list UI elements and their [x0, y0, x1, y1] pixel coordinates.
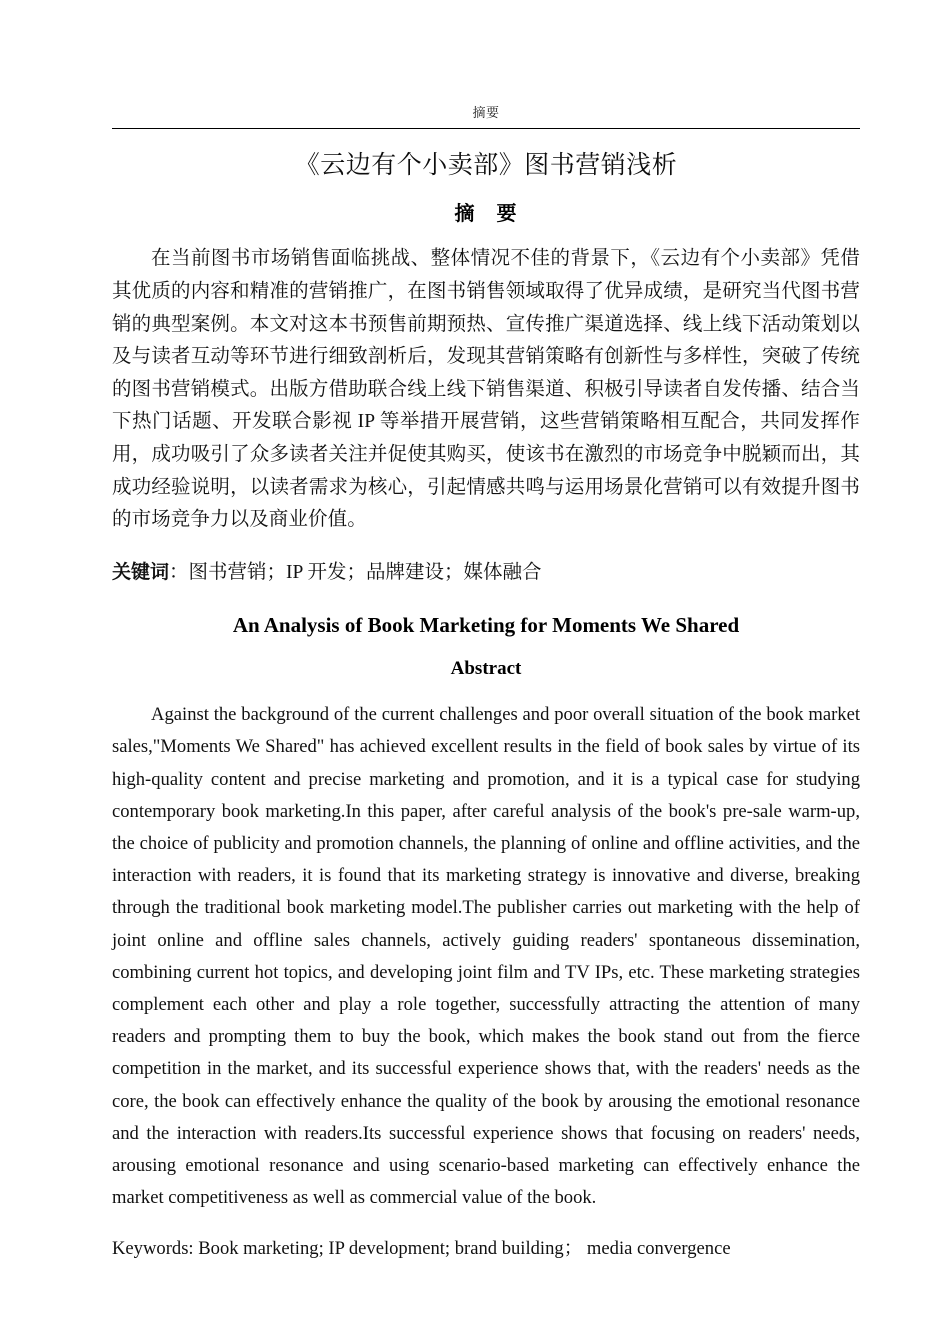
- keywords-value-chinese: 图书营销；IP 开发；品牌建设；媒体融合: [188, 562, 542, 584]
- running-header-zone: [112, 0, 860, 129]
- abstract-heading-chinese: 摘 要: [454, 200, 518, 225]
- keywords-line-chinese: [112, 556, 860, 590]
- running-header-text: 摘要: [472, 105, 500, 120]
- keywords-separator-chinese: ：: [169, 562, 189, 584]
- keywords-line-english: Keywords: Book marketing; IP development; brand building； media convergence: [112, 1237, 731, 1259]
- page-content-column: [112, 0, 860, 1284]
- abstract-body-english: Against the background of the current challenges and poor overall situation of the book market sales,"Moments We Shared" has achieved excellent results in the field of book sales by virtue of its high-quality content and precise marketing and promotion, and it is a typical case for studying contemporary book marketing.In this paper, after careful analysis of the book's pre-sale warm-up, the choice of publicity and promotion channels, the planning of online and offline activities, and the interaction with readers, it is found that its marketing strategy is innovative and diverse, breaking through the traditional book marketing model.The publisher carries out marketing with the help of joint online and offline sales channels, actively guiding readers' spontaneous dissemination, combining current hot topics, and developing joint film and TV IPs, etc. These marketing strategies complement each other and play a role together, successfully attracting the attention of many readers and prompting them to buy the book, which makes the book stand out from the fierce competition in the market, and its successful experience shows that, with the readers' needs as the core, the book can effectively enhance the quality of the book by arousing the emotional resonance and the interaction with readers.Its successful experience shows that focusing on readers' needs, arousing emotional resonance and using scenario-based marketing can effectively enhance the market competitiveness as well as commercial value of the book.: [112, 704, 860, 1209]
- abstract-body-chinese: 在当前图书市场销售面临挑战、整体情况不佳的背景下，《云边有个小卖部》凭借其优质的内容和精准的营销推广，在图书销售领域取得了优异成绩，是研究当代图书营销的典型案例。本文对这本书预售前期预热、宣传推广渠道选择、线上线下活动策划以及与读者互动等环节进行细致剖析后，发现其营销策略有创新性与多样性，突破了传统的图书营销模式。出版方借助联合线上线下销售渠道、积极引导读者自发传播、结合当下热门话题、开发联合影视 IP 等举措开展营销，这些营销策略相互配合，共同发挥作用，成功吸引了众多读者关注并促使其购买，使该书在激烈的市场竞争中脱颖而出，其成功经验说明，以读者需求为核心，引起情感共鸣与运用场景化营销可以有效提升图书的市场竞争力以及商业价值。: [112, 248, 860, 531]
- document-title-english: An Analysis of Book Marketing for Moments We Shared: [232, 613, 740, 638]
- document-title-chinese: 《云边有个小卖部》图书营销浅析: [294, 150, 678, 179]
- abstract-heading-english: Abstract: [450, 658, 522, 680]
- keywords-label-chinese: 关键词: [112, 561, 170, 584]
- header-divider-rule: [112, 128, 860, 129]
